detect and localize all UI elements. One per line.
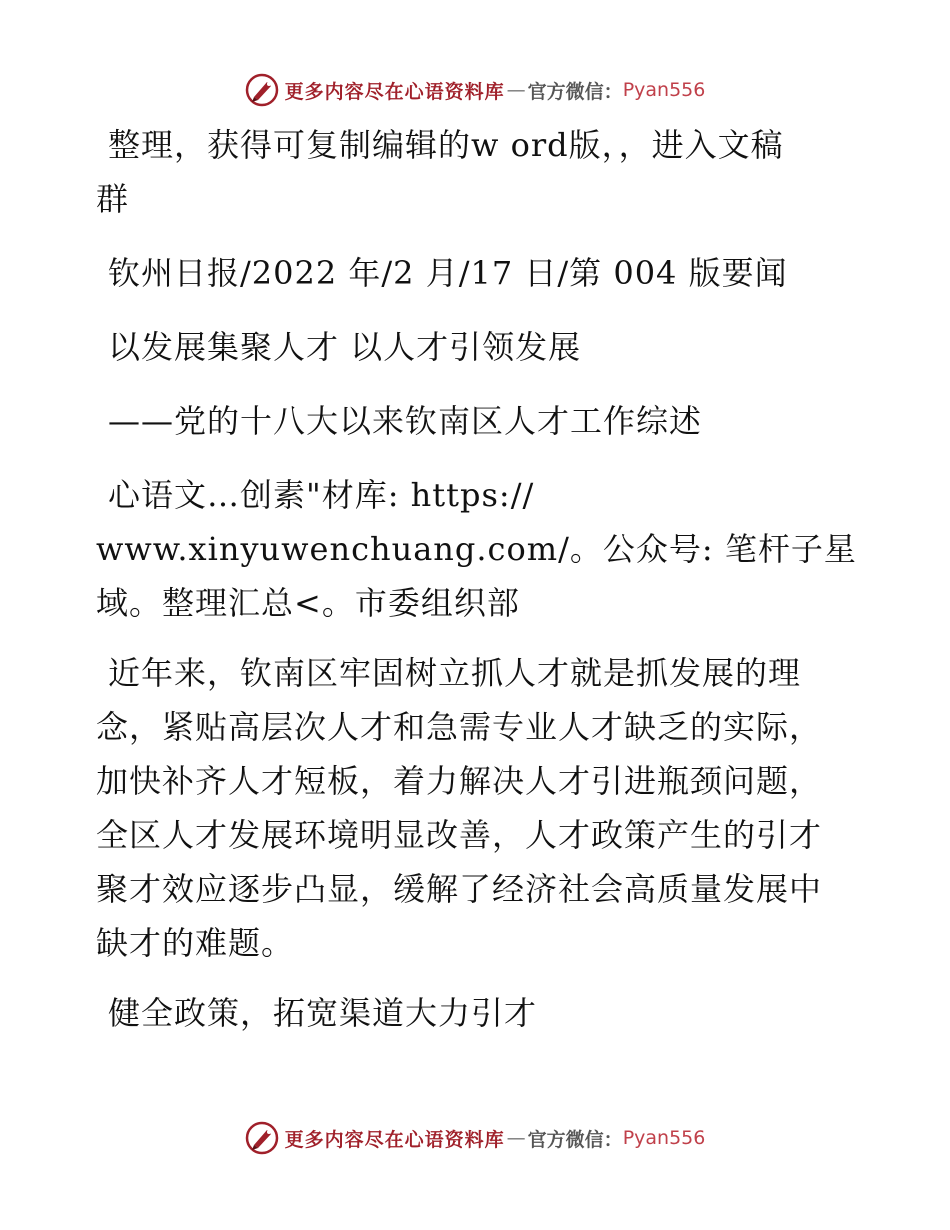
footer-banner	[0, 1118, 950, 1158]
text-line: www.xinyuwenchuang.com/。公众号: 笔杆子星	[96, 530, 857, 568]
header-banner	[0, 70, 950, 110]
banner-separator: —	[506, 1127, 526, 1149]
text-line: 钦州日报/2022 年/2 月/17 日/第 004 版要闻	[108, 254, 788, 292]
text-line: 群	[96, 180, 130, 218]
text-line: 整理，获得可复制编辑的w ord版，，进入文稿	[108, 126, 784, 164]
text-line: 缺才的难题。	[96, 924, 295, 962]
text-line: ——党的十八大以来钦南区人才工作综述	[108, 402, 703, 440]
brand-logo-icon	[245, 1121, 279, 1155]
text-line: 全区人才发展环境明显改善，人才政策产生的引才	[96, 816, 823, 854]
text-line: 以发展集聚人才 以人才引领发展	[108, 328, 582, 366]
brand-logo-icon	[245, 73, 279, 107]
banner-main-text: 更多内容尽在心语资料库	[284, 80, 505, 103]
paragraph-intro	[96, 118, 866, 226]
text-line: 域。整理汇总<。市委组织部	[96, 584, 520, 622]
text-line: 健全政策，拓宽渠道大力引才	[108, 994, 538, 1032]
article-subtitle	[96, 394, 866, 448]
banner-wechat-id: Pyan556	[622, 1127, 706, 1149]
text-line: 念，紧贴高层次人才和急需专业人才缺乏的实际，	[96, 708, 823, 746]
text-line: 心语文…创素"材库: https://	[108, 476, 535, 514]
paragraph-credits	[96, 468, 866, 630]
text-line: 聚才效应逐步凸显，缓解了经济社会高质量发展中	[96, 870, 823, 908]
article-title	[96, 320, 866, 374]
paragraph-body	[96, 646, 866, 970]
banner-wechat-label: 官方微信：	[527, 80, 623, 103]
section-heading	[96, 986, 866, 1040]
banner-wechat-label: 官方微信：	[527, 1128, 623, 1151]
banner-main-text: 更多内容尽在心语资料库	[284, 1128, 505, 1151]
paragraph-source	[96, 246, 866, 300]
text-line: 近年来，钦南区牢固树立抓人才就是抓发展的理	[108, 654, 802, 692]
banner-wechat-id: Pyan556	[622, 79, 706, 101]
text-line: 加快补齐人才短板，着力解决人才引进瓶颈问题，	[96, 762, 823, 800]
document-body	[96, 118, 866, 1060]
banner-separator: —	[506, 79, 526, 101]
